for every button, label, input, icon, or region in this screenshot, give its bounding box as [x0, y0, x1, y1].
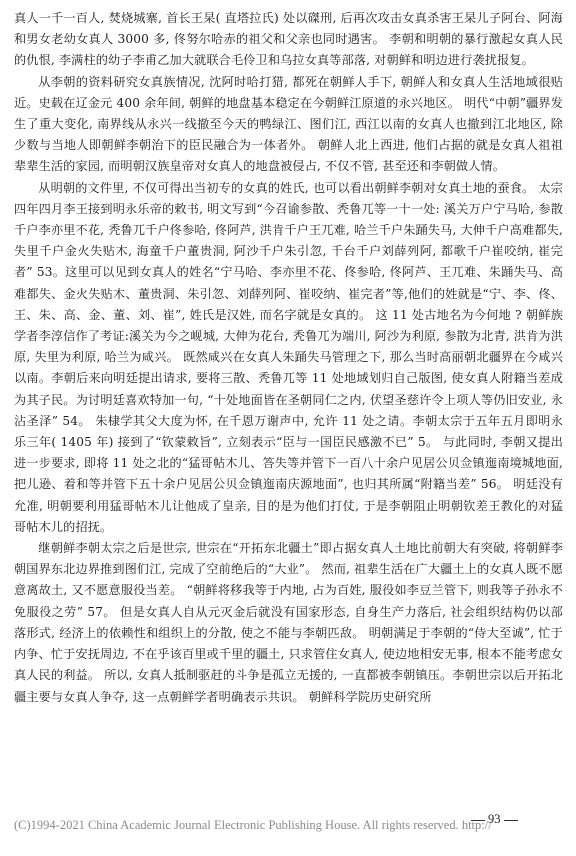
- page-number-rule-right: [504, 820, 518, 821]
- copyright-watermark: (C)1994-2021 China Academic Journal Electronic Publishing House. All rights reserved. http://: [14, 818, 492, 832]
- paragraph-1: 真人一千一百人, 焚烧城寨, 首长王杲( 直塔拉氏) 处以磔刑, 后再次攻击女真杀害王杲儿子阿台、阿海和男女老幼女真人 3000 多, 佟努尔哈赤的祖父和父亲也同时遇害。 李朝和明朝的暴行激起女真人民的仇恨, 李满柱的幼子李甫乙加大就联合毛伶卫和乌拉女真等部落, 对朝鲜和明边进行袭扰报复。: [14, 11, 563, 68]
- page-number-text: 93: [488, 812, 501, 826]
- paragraph-4: 继朝鲜李朝太宗之后是世宗, 世宗在“开拓东北疆土”即占据女真人土地比前朝大有突破, 将朝鲜李朝国界东北边界推到图们江, 完成了空前绝后的“大业”。 然而, 祖辈生活在广大疆土上的女真人既不愿意离故土, 又不愿意服役当差。 “朝鲜将移我等于内地, 占为百姓, 服役如李豆兰管下, 则我等子孙永不免服役之劳” 57。 但是女真人自从元灭金后就没有国家形态, 自身生产力落后, 社会组织结构仍以部落形式, 经济上的依赖性和组织上的分散, 使之不能与李朝匹敌。 明朝满足于李朝的“侍大至诚”, 忙于内争、忙于安抚周边, 不在乎该百里或千里的疆土, 只求管住女真人, 使边地相安无事, 根本不能考虑女真人民的利益。 所以, 女真人抵制驱赶的斗争是孤立无援的, 一直都被李朝镇压。李朝世宗以后开拓北疆主要与女真人争夺, 这一点朝鲜学者明确表示共识。 朝鲜科学院历史研究所: [14, 541, 563, 704]
- paragraph-2: 从李朝的资料研究女真族情况, 沈阿时哈打猎, 都死在朝鲜人手下, 朝鲜人和女真人生活地域很贴近。史载在辽金元 400 余年间, 朝鲜的地盘基本稳定在今朝鲜江原道的永兴地区。 明代“中朝”疆界发生了重大变化, 南界线从永兴一线撤至今天的鸭绿江、图们江, 西江以南的女真人也撤到江北地区, 除少数与当地人即朝鲜李朝治下的臣民融合为一体者外。 朝鲜人北上西进, 他们占据的就是女真人祖祖辈辈生活的家园, 而明朝汉族皇帝对女真人的地盘被侵占, 不仅不管, 甚至还和李朝做人情。: [14, 74, 563, 174]
- body-text: [14, 8, 563, 708]
- paragraph-3: 从明朝的文件里, 不仅可得出当初专的女真的姓氏, 也可以看出朝鲜李朝对女真土地的蚕食。 太宗四年四月李王接到明永乐帝的敕书, 明文写到“今召谕参散、秃鲁兀等一十一处: 溪关万户宁马哈, 参散千户李亦里不花, 秃鲁兀千户佟参哈, 佟阿芦, 洪肯千户王兀难, 哈兰千户朱踊失马, 大伸千户高难都失, 失里千户金火失贴木, 海童千户董贵洞, 阿沙千户朱引忽, 千台千户刘薛列阿, 都歌千户崔咬纳, 崔完者” 53。这里可以见到女真人的姓名“宁马哈、李亦里不花、佟参哈, 佟阿芦、王兀难、朱踊失马、高难都失、金火失贴木、董贵洞、朱引忽、刘薛列阿、崔咬纳、崔完者”等,他们的姓就是“宁、李、佟、王、朱、高、金、董、刘、崔”, 姓氏是汉姓, 而名字就是女真的。 这 11 处古地名为今何地 ? 朝鲜族学者李淳信作了考证:溪关为今之岘城, 大伸为花台, 秃鲁兀为端川, 阿沙为利原, 参散为北青, 洪肯为洪原, 失里为利原, 哈兰为咸兴。 既然咸兴在女真人朱踊失马管理之下, 那么当时高丽朝北疆界在今咸兴以南。李朝后来向明廷提出请求, 要将三散、秃鲁兀等 11 处地域划归自己版图, 使女真人附籍当差成为其子民。为讨明廷喜欢特加一句, “十处地面皆在圣朝同仁之内, 伏望圣慈许令上项人等仍旧安业, 永沾圣泽” 54。 朱棣学其父大度为怀, 在千恩万谢声中, 允许 11 处之请。李朝太宗于五年五月即明永乐三年( 1405 年) 接到了“钦蒙敕旨”, 立刻表示“臣与一国臣民感激不已” 5。 与此同时, 李朝又提出进一步要求, 即将 11 处之北的“猛哥帖木儿、答失等并管下一百八十余户见居公贝佥镇迤南境城地面, 把儿逊、着和等并管下五十余户见居公贝佥镇迤南庆源地面”, 也归其所属“附籍当差” 56。 明廷没有允准, 明朝要利用猛哥帖木儿让他成了皇亲, 目的是为他们打仗, 于是李朝阻止明朝钦差王教化的对猛哥帖木儿的招抚。: [14, 180, 563, 534]
